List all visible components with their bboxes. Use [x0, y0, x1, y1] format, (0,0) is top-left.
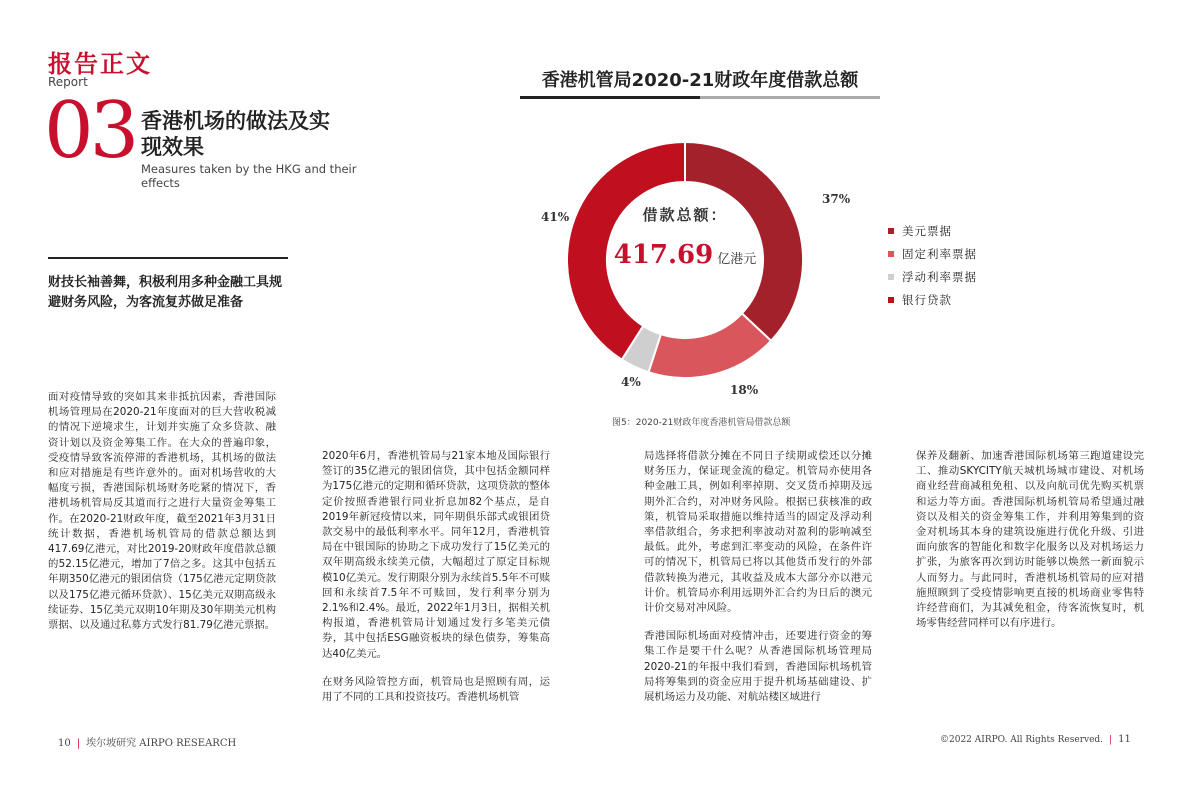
slice-label-fixed-rate: 18% [730, 383, 759, 397]
legend-label: 固定利率票据 [902, 246, 977, 261]
total-borrowing-unit: 亿港元 [717, 252, 757, 267]
legend-item [888, 288, 977, 311]
paragraph: 保养及翻新、加速香港国际机场第三跑道建设完工、推动SKYCITY航天城机场城市建设、对机场商业经营商减租免租、以及向航司优先购买机票和运力等方面。香港国际机场机管局希望通过融资以及相关的资金筹集工作，并利用筹集到的资金对机场其本身的建筑设施进行优化升级、引进面向旅客的智能化和数字化服务以及对机场运力扩张，为旅客再次到访时能够以焕然一新面貌示人而努力。与此同时，香港机场机管局的应对措施照顾到了受疫情影响更直接的机场商业零售特许经营商们，为其减免租金，待客流恢复时，机场零售经营同样可以有序进行。 [916, 450, 1144, 630]
slice-label-us-notes: 37% [822, 192, 851, 206]
body-column-1 [48, 390, 276, 646]
legend-label: 浮动利率票据 [902, 269, 977, 284]
donut-center-label: 借款总额： [642, 206, 728, 224]
footer-publisher: 埃尔坡研究 AIRPO RESEARCH [86, 738, 237, 749]
lead-divider [48, 257, 288, 259]
slice-fixed-rate [649, 313, 771, 378]
legend-swatch [888, 228, 894, 234]
footer-left [58, 734, 236, 749]
chart-title-rule-light [700, 96, 880, 99]
section-title-en: Report [48, 75, 88, 89]
slice-label-bank-loans: 41% [541, 210, 570, 224]
paragraph: 面对疫情导致的突如其来非抵抗因素，香港国际机场管理局在2020-21年度面对的巨大营收税减的情况下逆境求生，计划并实施了众多贷款、融资计划以及资金筹集工作。在大众的普遍印象，受疫情导致客流停滞的香港机场，其机场的做法和应对措施是有些许意外的。面对机场营收的大幅度亏损，香港国际机场财务吃紧的情况下，香港机场机管局反其道而行之进行大量资金筹集工作。在2020-21财政年度，截至2021年3月31日统计数据，香港机场机管局的借款总额达到417.69亿港元，对比2019-20财政年度借款总额的52.15亿港元，增加了7倍之多。这其中包括五年期350亿港元的银团信贷（175亿港元定期贷款以及175亿港元循环贷款）、15亿美元双期高级永续证券、15亿美元双期10年期及30年期美元机构票据、以及通过私募方式发行81.79亿港元票据。 [48, 391, 276, 632]
paragraph: 香港国际机场面对疫情冲击，还要进行资金的筹集工作是要干什么呢？从香港国际机场管理局2020-21的年报中我们看到，香港国际机场机管局将筹集到的资金应用于提升机场基础建设、扩展机场运力及功能、对航站楼区域进行 [644, 630, 872, 704]
lead-paragraph: 财技长袖善舞，积极利用多种金融工具规避财务风险，为客流复苏做足准备 [48, 275, 283, 310]
section-title-cn: 报告正文 [48, 50, 152, 78]
footer-copyright: ©2022 AIRPO. All Rights Reserved. [940, 735, 1104, 745]
slice-label-floating-rate: 4% [621, 375, 641, 389]
footer-right [940, 734, 1131, 745]
legend-item [888, 265, 977, 288]
legend-item [888, 219, 977, 242]
chart-title-rule [520, 96, 700, 99]
chapter-title-cn: 香港机场的做法及实现效果 [141, 109, 330, 159]
chapter-title-en: Measures taken by the HKG and their effects [141, 162, 357, 190]
chart-legend [888, 219, 977, 311]
chapter-number: 03 [44, 86, 136, 176]
donut-center-value [600, 240, 770, 270]
legend-swatch [888, 297, 894, 303]
paragraph: 在财务风险管控方面，机管局也是照顾有周，运用了不同的工具和投资技巧。香港机场机管 [322, 675, 550, 704]
body-column-3 [644, 449, 872, 718]
chart-title: 香港机管局2020-21财政年度借款总额 [541, 70, 859, 91]
legend-label: 美元票据 [902, 223, 952, 238]
figure-caption: 图5：2020-21财政年度香港机管局借款总额 [612, 418, 791, 428]
footer-separator: | [76, 738, 81, 749]
paragraph: 局选择将借款分摊在不同日子续期或偿还以分摊财务压力，保证现金流的稳定。机管局亦使用各种金融工具，例如利率掉期、交叉货币掉期及远期外汇合约，对冲财务风险。根据已获核准的政策，机管局采取措施以维持适当的固定及浮动利率借款组合，务求把利率波动对盈利的影响减至最低。此外，考虑到汇率变动的风险，在条件许可的情况下，机管局已将以其他货币发行的外部借款转换为港元，其收益及成本大部分亦以港元计价。机管局亦利用远期外汇合约为日后的澳元计价交易对冲风险。 [644, 450, 872, 615]
legend-item [888, 242, 977, 265]
body-column-4 [916, 449, 1144, 644]
legend-swatch [888, 251, 894, 257]
legend-label: 银行贷款 [902, 292, 952, 307]
body-column-2 [322, 449, 550, 718]
footer-separator: | [1109, 735, 1113, 745]
total-borrowing-value: 417.69 [613, 240, 714, 270]
legend-swatch [888, 274, 894, 280]
page-number-left: 10 [58, 738, 71, 749]
paragraph: 2020年6月，香港机管局与21家本地及国际银行签订的35亿港元的银团信贷，其中包括金额同样为175亿港元的定期和循环贷款，这项贷款的整体定价按照香港银行同业折息加82个基点，是自2019年新冠疫情以来，同年期俱乐部式或银团贷款交易中的最低利率水平。同年12月，香港机管局在中银国际的协助之下成功发行了15亿美元的双年期高级永续美元债，大幅超过了原定目标规模10亿美元。发行期限分别为永续首5.5年不可赎回和永续首7.5年不可赎回，发行利率分别为2.1%和2.4%。最近，2022年1月3日，据相关机构报道，香港机管局计划通过发行多笔美元债券，其中包括ESG融资板块的绿色债券，筹集高达40亿美元。 [322, 450, 550, 660]
page-number-right: 11 [1118, 734, 1131, 745]
